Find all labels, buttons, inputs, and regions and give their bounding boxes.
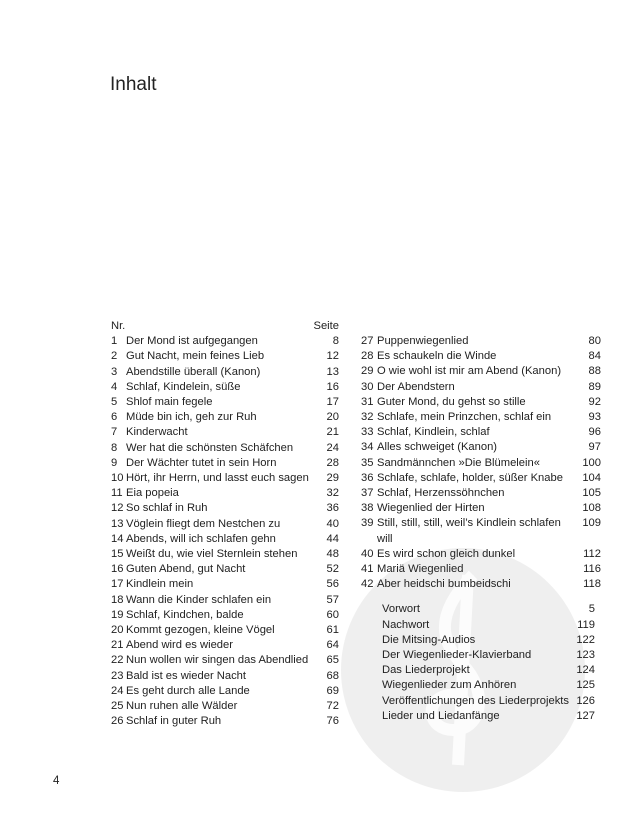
entry-number: 5 (111, 396, 118, 409)
entry-title: Kommt gezogen, kleine Vögel (126, 624, 275, 637)
toc-entry (361, 364, 601, 379)
entry-title: Nun ruhen alle Wälder (126, 700, 238, 713)
entry-number: 21 (111, 639, 124, 652)
entry-page: 56 (326, 578, 339, 591)
entry-title: Der Abendstern (377, 380, 455, 393)
entry-title: Wer hat die schönsten Schäfchen (126, 441, 294, 454)
entry-page: 52 (326, 563, 339, 576)
entry-number: 2 (111, 350, 118, 363)
toc-entry (111, 517, 339, 532)
toc-entry (382, 618, 595, 633)
toc-entry (111, 425, 339, 440)
toc-entry (111, 623, 339, 638)
entry-page: 20 (326, 411, 339, 424)
entry-number: 30 (361, 380, 374, 393)
entry-page: 40 (326, 517, 339, 530)
toc-entry (361, 577, 601, 592)
entry-number: 34 (361, 441, 374, 454)
entry-page: 61 (326, 624, 339, 637)
entry-title: Schlaf, Herzenssöhnchen (377, 487, 505, 500)
entry-page: 125 (576, 679, 595, 692)
entry-title: Guten Abend, gut Nacht (126, 563, 246, 576)
entry-title: Aber heidschi bumbeidschi (377, 578, 511, 591)
entry-page: 64 (326, 639, 339, 652)
entry-number: 7 (111, 426, 118, 439)
entry-page: 28 (326, 456, 339, 469)
entry-number: 41 (361, 563, 374, 576)
entry-title: Kindlein mein (126, 578, 194, 591)
entry-number: 26 (111, 715, 124, 728)
entry-title: Nachwort (382, 618, 430, 631)
entry-title: Es geht durch alle Lande (126, 684, 250, 697)
nr-header: Nr. (111, 320, 126, 332)
entry-title: Nun wollen wir singen das Abendlied (126, 654, 309, 667)
entry-title: Wiegenlied der Hirten (377, 502, 485, 515)
entry-page: 92 (588, 395, 601, 408)
page-title: Inhalt (110, 74, 157, 95)
entry-title: Schlaf, Kindlein, schlaf (377, 426, 490, 439)
toc-entry (361, 425, 601, 440)
toc-entry (111, 349, 339, 364)
toc-entry (361, 349, 601, 364)
toc-entry (111, 501, 339, 516)
entry-title: O wie wohl ist mir am Abend (Kanon) (377, 365, 562, 378)
entry-title: Der Wiegenlieder-Klavierband (382, 649, 532, 662)
entry-number: 15 (111, 548, 124, 561)
entry-page: 12 (326, 350, 339, 363)
entry-number: 27 (361, 335, 374, 347)
toc-entry (361, 410, 601, 425)
entry-page: 60 (326, 608, 339, 621)
entry-title: Still, still, still, weil’s Kindlein schlafen will (377, 517, 561, 545)
entry-page: 17 (326, 396, 339, 409)
entry-page: 24 (326, 441, 339, 454)
entry-title: Schlafe, mein Prinzchen, schlaf ein (377, 411, 552, 424)
entry-page: 122 (576, 633, 595, 646)
entry-number: 14 (111, 532, 124, 545)
entry-page: 36 (326, 502, 339, 515)
entry-page: 68 (326, 669, 339, 682)
toc-entry (382, 633, 595, 648)
toc-entry (111, 577, 339, 592)
entry-number: 17 (111, 578, 124, 591)
toc-entry (382, 709, 595, 724)
entry-number: 31 (361, 395, 374, 408)
entry-number: 32 (361, 411, 374, 424)
entry-page: 29 (326, 472, 339, 485)
toc-entry (111, 638, 339, 653)
toc-left-column (111, 319, 339, 729)
entry-number: 4 (111, 380, 118, 393)
entry-page: 126 (576, 694, 595, 707)
entry-number: 12 (111, 502, 124, 515)
toc-entry (111, 669, 339, 684)
entry-title: Gut Nacht, mein feines Lieb (126, 350, 265, 363)
entry-number: 18 (111, 593, 124, 606)
entry-title: Eia popeia (126, 487, 179, 500)
entry-number: 36 (361, 471, 374, 484)
entry-title: Es wird schon gleich dunkel (377, 547, 516, 560)
toc-entry (111, 334, 339, 349)
toc-entry (382, 648, 595, 663)
toc-entry (111, 380, 339, 395)
entry-title: Abend wird es wieder (126, 639, 233, 652)
toc-entry (382, 663, 595, 678)
entry-number: 42 (361, 578, 374, 591)
entry-number: 40 (361, 547, 374, 560)
entry-title: Vorwort (382, 603, 420, 616)
entry-page: 93 (588, 411, 601, 424)
toc-entry (111, 395, 339, 410)
entry-page: 72 (326, 700, 339, 713)
entry-page: 48 (326, 548, 339, 561)
toc-entry (111, 562, 339, 577)
toc-entry (111, 653, 339, 668)
entry-title: Der Wächter tutet in sein Horn (126, 456, 277, 469)
entry-title: Schlaf in guter Ruh (126, 715, 222, 728)
entry-page: 105 (582, 487, 601, 500)
toc-entry (111, 699, 339, 714)
toc-entry (111, 547, 339, 562)
toc-entry (361, 395, 601, 410)
entry-title: Abends, will ich schlafen gehn (126, 532, 276, 545)
toc-entry (111, 608, 339, 623)
entry-page: 76 (326, 715, 339, 728)
entry-page: 118 (583, 578, 601, 591)
entry-number: 6 (111, 411, 118, 424)
toc-entry (111, 684, 339, 699)
entry-title: Alles schweiget (Kanon) (377, 441, 498, 454)
entry-title: Schlaf, Kindelein, süße (126, 380, 241, 393)
entry-title: Wann die Kinder schlafen ein (126, 593, 272, 606)
entry-title: Das Liederprojekt (382, 664, 470, 677)
entry-number: 28 (361, 350, 374, 363)
entry-page: 5 (588, 603, 595, 616)
entry-page: 8 (332, 335, 339, 348)
entry-page: 96 (588, 426, 601, 439)
entry-page: 104 (582, 471, 601, 484)
entry-title: Abendstille überall (Kanon) (126, 365, 261, 378)
entry-page: 16 (326, 380, 339, 393)
toc-entry (111, 410, 339, 425)
entry-page: 84 (588, 350, 601, 363)
entry-number: 16 (111, 563, 124, 576)
toc-entry (361, 547, 601, 562)
toc-right-column (361, 334, 601, 724)
entry-page: 124 (576, 664, 595, 677)
toc-entry (111, 365, 339, 380)
entry-title: Mariä Wiegenlied (377, 563, 464, 576)
entry-title: Guter Mond, du gehst so stille (377, 395, 526, 408)
entry-page: 97 (588, 441, 601, 454)
entry-page: 116 (583, 563, 601, 576)
entry-page: 89 (588, 380, 601, 393)
entry-number: 24 (111, 684, 124, 697)
toc-entry (361, 562, 601, 577)
entry-page: 65 (326, 654, 339, 667)
entry-number: 3 (111, 365, 118, 378)
entry-title: Vöglein fliegt dem Nestchen zu (126, 517, 281, 530)
toc-entry (361, 471, 601, 486)
toc-entry (111, 714, 339, 729)
toc-entry (382, 602, 595, 617)
entry-number: 38 (361, 502, 374, 515)
toc-entry (361, 456, 601, 471)
entry-title: Veröffentlichungen des Liederprojekts (382, 694, 570, 707)
entry-page: 119 (577, 618, 595, 631)
entry-number: 39 (361, 517, 374, 530)
entry-page: 13 (326, 365, 339, 378)
entry-title: Puppenwiegenlied (377, 335, 469, 347)
toc-entry (111, 441, 339, 456)
entry-number: 19 (111, 608, 124, 621)
entry-page: 108 (582, 502, 601, 515)
toc-appendix (382, 602, 595, 724)
toc-entry (361, 516, 601, 546)
entry-title: Wiegenlieder zum Anhören (382, 679, 517, 692)
entry-number: 29 (361, 365, 374, 378)
entry-number: 23 (111, 669, 124, 682)
entry-page: 123 (576, 649, 595, 662)
entry-page: 44 (326, 532, 339, 545)
seite-header: Seite (313, 320, 339, 332)
entry-title: Der Mond ist aufgegangen (126, 335, 258, 348)
entry-number: 20 (111, 624, 124, 637)
entry-number: 25 (111, 700, 124, 713)
entry-title: Müde bin ich, geh zur Ruh (126, 411, 257, 424)
entry-page: 69 (326, 684, 339, 697)
entry-page: 21 (326, 426, 339, 439)
toc-entry (361, 486, 601, 501)
toc-entry (382, 678, 595, 693)
entry-title: Hört, ihr Herrn, und lasst euch sagen (126, 472, 309, 485)
entry-page: 109 (582, 517, 601, 530)
entry-title: Lieder und Liedanfänge (382, 709, 500, 722)
toc-entry (111, 593, 339, 608)
entry-title: Schlaf, Kindchen, balde (126, 608, 244, 621)
entry-number: 9 (111, 456, 118, 469)
entry-number: 22 (111, 654, 124, 667)
entry-number: 37 (361, 487, 374, 500)
entry-number: 1 (111, 335, 118, 348)
entry-title: Die Mitsing-Audios (382, 633, 476, 646)
toc-entry (111, 471, 339, 486)
entry-number: 11 (111, 487, 123, 500)
toc-entry (361, 501, 601, 516)
entry-page: 32 (326, 487, 339, 500)
entry-number: 13 (111, 517, 124, 530)
toc-entry (111, 486, 339, 501)
entry-title: Es schaukeln die Winde (377, 350, 497, 363)
entry-page: 88 (588, 365, 601, 378)
toc-entry (382, 694, 595, 709)
entry-number: 35 (361, 456, 374, 469)
entry-title: Shlof main fegele (126, 396, 213, 409)
entry-number: 33 (361, 426, 374, 439)
entry-number: 8 (111, 441, 118, 454)
entry-page: 100 (582, 456, 601, 469)
toc-entry (361, 380, 601, 395)
entry-title: Schlafe, schlafe, holder, süßer Knabe (377, 471, 563, 484)
toc-entry (111, 456, 339, 471)
entry-page: 57 (326, 593, 339, 606)
entry-title: Sandmännchen »Die Blümelein« (377, 456, 540, 469)
entry-page: 80 (588, 335, 601, 347)
entry-title: Bald ist es wieder Nacht (126, 669, 247, 682)
toc-right-list (361, 334, 601, 592)
page-number: 4 (53, 775, 60, 787)
toc-entry (361, 440, 601, 455)
entry-title: Weißt du, wie viel Sternlein stehen (126, 548, 298, 561)
toc-header (111, 319, 339, 334)
entry-number: 10 (111, 472, 124, 485)
entry-page: 112 (583, 547, 601, 560)
toc-entry (111, 532, 339, 547)
toc-entry (361, 334, 601, 349)
entry-page: 127 (576, 709, 595, 722)
entry-title: So schlaf in Ruh (126, 502, 208, 515)
entry-title: Kinderwacht (126, 426, 188, 439)
